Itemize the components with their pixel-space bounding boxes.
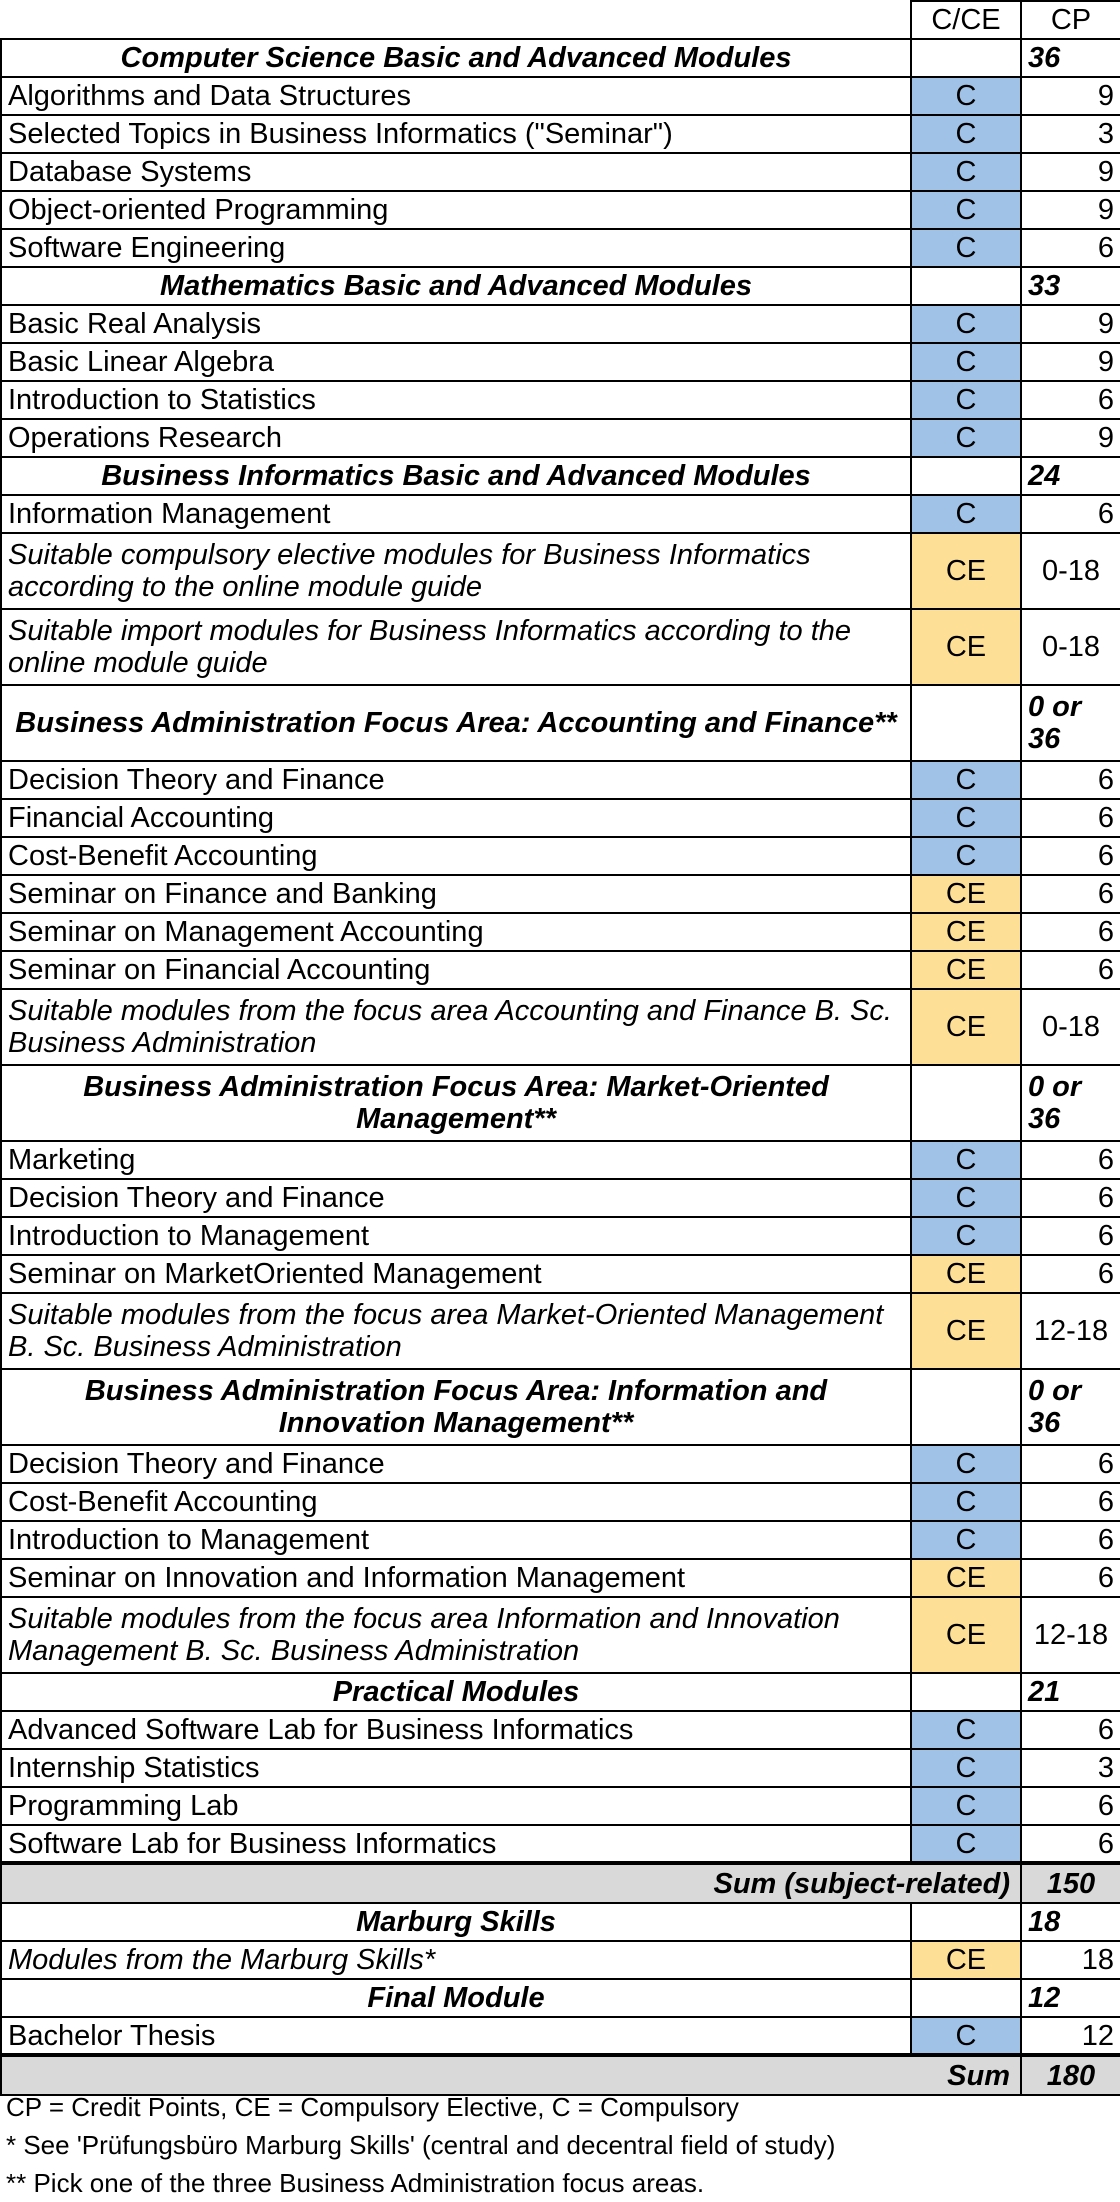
module-credit-points: 9 — [1021, 153, 1120, 191]
column-header-type: C/CE — [911, 1, 1021, 39]
module-row — [1, 1941, 1120, 1979]
module-credit-points: 9 — [1021, 305, 1120, 343]
module-type-badge: C — [911, 153, 1021, 191]
module-name: Seminar on Management Accounting — [1, 913, 911, 951]
module-name: Algorithms and Data Structures — [1, 77, 911, 115]
module-credit-points: 9 — [1021, 191, 1120, 229]
section-credit-points: 24 — [1021, 457, 1120, 495]
module-credit-points: 9 — [1021, 77, 1120, 115]
module-type-badge: C — [911, 1179, 1021, 1217]
module-name: Seminar on MarketOriented Management — [1, 1255, 911, 1293]
module-type-badge: C — [911, 1141, 1021, 1179]
section-header-marburg — [1, 1903, 1120, 1941]
module-credit-points: 0-18 — [1021, 609, 1120, 685]
section-title: Business Administration Focus Area: Accounting and Finance** — [1, 685, 911, 761]
section-credit-points: 21 — [1021, 1673, 1120, 1711]
section-blank-cell — [911, 267, 1021, 305]
module-name: Decision Theory and Finance — [1, 1179, 911, 1217]
module-row — [1, 989, 1120, 1065]
module-name: Bachelor Thesis — [1, 2017, 911, 2055]
module-type-badge: C — [911, 799, 1021, 837]
module-type-badge: CE — [911, 1597, 1021, 1673]
module-credit-points: 6 — [1021, 1559, 1120, 1597]
module-name: Suitable import modules for Business Informatics according to the online module guide — [1, 609, 911, 685]
module-credit-points: 6 — [1021, 1711, 1120, 1749]
blank-header-cell — [1, 1, 911, 39]
module-row — [1, 1141, 1120, 1179]
module-type-badge: C — [911, 1217, 1021, 1255]
section-credit-points: 0 or 36 — [1021, 1369, 1120, 1445]
module-name: Programming Lab — [1, 1787, 911, 1825]
module-type-badge: C — [911, 1483, 1021, 1521]
module-name: Software Lab for Business Informatics — [1, 1825, 911, 1863]
column-header-row — [1, 1, 1120, 39]
module-row — [1, 1559, 1120, 1597]
section-blank-cell — [911, 457, 1021, 495]
module-credit-points: 6 — [1021, 1179, 1120, 1217]
module-name: Suitable compulsory elective modules for Business Informatics according to the online module guide — [1, 533, 911, 609]
module-row — [1, 799, 1120, 837]
footnote-marburg: * See 'Prüfungsbüro Marburg Skills' (central and decentral field of study) — [6, 2130, 836, 2160]
module-type-badge: CE — [911, 533, 1021, 609]
module-row — [1, 1825, 1120, 1863]
module-row — [1, 533, 1120, 609]
module-row — [1, 77, 1120, 115]
module-credit-points: 18 — [1021, 1941, 1120, 1979]
module-name: Cost-Benefit Accounting — [1, 837, 911, 875]
module-row — [1, 1787, 1120, 1825]
module-name: Operations Research — [1, 419, 911, 457]
module-type-badge: C — [911, 381, 1021, 419]
sum-value: 150 — [1021, 1863, 1120, 1903]
module-row — [1, 875, 1120, 913]
module-credit-points: 6 — [1021, 1825, 1120, 1863]
module-name: Financial Accounting — [1, 799, 911, 837]
module-type-badge: C — [911, 2017, 1021, 2055]
module-name: Seminar on Innovation and Information Management — [1, 1559, 911, 1597]
module-type-badge: C — [911, 495, 1021, 533]
module-type-badge: CE — [911, 1941, 1021, 1979]
section-credit-points: 33 — [1021, 267, 1120, 305]
module-type-badge: C — [911, 229, 1021, 267]
section-credit-points: 0 or 36 — [1021, 685, 1120, 761]
section-header-final — [1, 1979, 1120, 2017]
section-title: Mathematics Basic and Advanced Modules — [1, 267, 911, 305]
section-title: Marburg Skills — [1, 1903, 911, 1941]
module-type-badge: C — [911, 1445, 1021, 1483]
module-credit-points: 6 — [1021, 799, 1120, 837]
module-row — [1, 1255, 1120, 1293]
module-name: Suitable modules from the focus area Market-Oriented Management B. Sc. Business Administration — [1, 1293, 911, 1369]
section-blank-cell — [911, 1903, 1021, 1941]
module-type-badge: C — [911, 419, 1021, 457]
module-credit-points: 6 — [1021, 761, 1120, 799]
module-credit-points: 6 — [1021, 1255, 1120, 1293]
module-row — [1, 761, 1120, 799]
module-row — [1, 2017, 1120, 2055]
sum-subject-row — [1, 1863, 1120, 1903]
section-blank-cell — [911, 1673, 1021, 1711]
section-credit-points: 36 — [1021, 39, 1120, 77]
module-row — [1, 1445, 1120, 1483]
section-credit-points: 12 — [1021, 1979, 1120, 2017]
module-type-badge: CE — [911, 609, 1021, 685]
module-row — [1, 837, 1120, 875]
module-credit-points: 6 — [1021, 875, 1120, 913]
module-credit-points: 12-18 — [1021, 1293, 1120, 1369]
section-blank-cell — [911, 1979, 1021, 2017]
module-row — [1, 229, 1120, 267]
module-name: Software Engineering — [1, 229, 911, 267]
module-row — [1, 951, 1120, 989]
section-title: Final Module — [1, 1979, 911, 2017]
module-credit-points: 6 — [1021, 951, 1120, 989]
module-type-badge: C — [911, 1825, 1021, 1863]
section-blank-cell — [911, 1065, 1021, 1141]
module-name: Information Management — [1, 495, 911, 533]
module-type-badge: C — [911, 1787, 1021, 1825]
module-row — [1, 1521, 1120, 1559]
module-name: Selected Topics in Business Informatics ("Seminar") — [1, 115, 911, 153]
module-row — [1, 381, 1120, 419]
module-type-badge: CE — [911, 913, 1021, 951]
module-type-badge: C — [911, 761, 1021, 799]
module-row — [1, 343, 1120, 381]
module-name: Seminar on Finance and Banking — [1, 875, 911, 913]
section-title: Business Administration Focus Area: Information and Innovation Management** — [1, 1369, 911, 1445]
module-row — [1, 1179, 1120, 1217]
section-blank-cell — [911, 39, 1021, 77]
module-credit-points: 6 — [1021, 913, 1120, 951]
module-type-badge: CE — [911, 875, 1021, 913]
module-row — [1, 153, 1120, 191]
module-name: Basic Linear Algebra — [1, 343, 911, 381]
module-type-badge: CE — [911, 1293, 1021, 1369]
module-name: Suitable modules from the focus area Information and Innovation Management B. Sc. Business Administration — [1, 1597, 911, 1673]
module-name: Decision Theory and Finance — [1, 761, 911, 799]
module-type-badge: C — [911, 1711, 1021, 1749]
module-row — [1, 115, 1120, 153]
section-header-af — [1, 685, 1120, 761]
module-credit-points: 6 — [1021, 1521, 1120, 1559]
section-title: Computer Science Basic and Advanced Modules — [1, 39, 911, 77]
module-row — [1, 1711, 1120, 1749]
module-row — [1, 495, 1120, 533]
module-credit-points: 6 — [1021, 495, 1120, 533]
module-row — [1, 191, 1120, 229]
module-name: Suitable modules from the focus area Accounting and Finance B. Sc. Business Administration — [1, 989, 911, 1065]
module-credit-points: 9 — [1021, 419, 1120, 457]
module-credit-points: 9 — [1021, 343, 1120, 381]
module-name: Database Systems — [1, 153, 911, 191]
module-type-badge: C — [911, 191, 1021, 229]
module-name: Internship Statistics — [1, 1749, 911, 1787]
section-header-bi — [1, 457, 1120, 495]
module-row — [1, 1483, 1120, 1521]
footnote-focus: ** Pick one of the three Business Administration focus areas. — [6, 2168, 705, 2198]
module-credit-points: 6 — [1021, 1483, 1120, 1521]
sum-value: 180 — [1021, 2055, 1120, 2095]
module-credit-points: 12 — [1021, 2017, 1120, 2055]
module-type-badge: C — [911, 837, 1021, 875]
module-row — [1, 913, 1120, 951]
module-row — [1, 609, 1120, 685]
module-credit-points: 6 — [1021, 1217, 1120, 1255]
module-credit-points: 6 — [1021, 837, 1120, 875]
section-title: Practical Modules — [1, 1673, 911, 1711]
module-type-badge: CE — [911, 989, 1021, 1065]
section-header-math — [1, 267, 1120, 305]
sum-label: Sum (subject-related) — [1, 1863, 1021, 1903]
module-credit-points: 6 — [1021, 229, 1120, 267]
section-blank-cell — [911, 685, 1021, 761]
section-blank-cell — [911, 1369, 1021, 1445]
section-header-iim — [1, 1369, 1120, 1445]
column-header-cp: CP — [1021, 1, 1120, 39]
module-row — [1, 1217, 1120, 1255]
section-header-cs — [1, 39, 1120, 77]
module-row — [1, 1293, 1120, 1369]
module-type-badge: CE — [911, 1255, 1021, 1293]
section-title: Business Informatics Basic and Advanced Modules — [1, 457, 911, 495]
module-row — [1, 419, 1120, 457]
module-name: Seminar on Financial Accounting — [1, 951, 911, 989]
module-credit-points: 6 — [1021, 1445, 1120, 1483]
module-name: Basic Real Analysis — [1, 305, 911, 343]
section-credit-points: 0 or 36 — [1021, 1065, 1120, 1141]
module-name: Introduction to Management — [1, 1217, 911, 1255]
module-type-badge: C — [911, 1521, 1021, 1559]
module-name: Object-oriented Programming — [1, 191, 911, 229]
module-name: Cost-Benefit Accounting — [1, 1483, 911, 1521]
module-type-badge: CE — [911, 951, 1021, 989]
module-credit-points: 3 — [1021, 1749, 1120, 1787]
module-type-badge: C — [911, 343, 1021, 381]
section-header-pm — [1, 1673, 1120, 1711]
module-name: Decision Theory and Finance — [1, 1445, 911, 1483]
module-row — [1, 1597, 1120, 1673]
module-credit-points: 12-18 — [1021, 1597, 1120, 1673]
module-credit-points: 6 — [1021, 1787, 1120, 1825]
module-type-badge: CE — [911, 1559, 1021, 1597]
module-credit-points: 0-18 — [1021, 533, 1120, 609]
module-credit-points: 6 — [1021, 381, 1120, 419]
module-credit-points: 3 — [1021, 115, 1120, 153]
module-credit-points: 0-18 — [1021, 989, 1120, 1065]
section-header-mom — [1, 1065, 1120, 1141]
module-type-badge: C — [911, 77, 1021, 115]
module-name: Modules from the Marburg Skills* — [1, 1941, 911, 1979]
module-row — [1, 1749, 1120, 1787]
module-name: Advanced Software Lab for Business Informatics — [1, 1711, 911, 1749]
module-name: Marketing — [1, 1141, 911, 1179]
section-title: Business Administration Focus Area: Market-Oriented Management** — [1, 1065, 911, 1141]
module-type-badge: C — [911, 115, 1021, 153]
module-type-badge: C — [911, 305, 1021, 343]
module-name: Introduction to Management — [1, 1521, 911, 1559]
footnote-legend: CP = Credit Points, CE = Compulsory Elective, C = Compulsory — [6, 2092, 739, 2122]
module-row — [1, 305, 1120, 343]
module-name: Introduction to Statistics — [1, 381, 911, 419]
module-type-badge: C — [911, 1749, 1021, 1787]
section-credit-points: 18 — [1021, 1903, 1120, 1941]
module-credit-points: 6 — [1021, 1141, 1120, 1179]
footnotes — [6, 2088, 835, 2202]
sum-label: Sum — [1, 2055, 1021, 2095]
